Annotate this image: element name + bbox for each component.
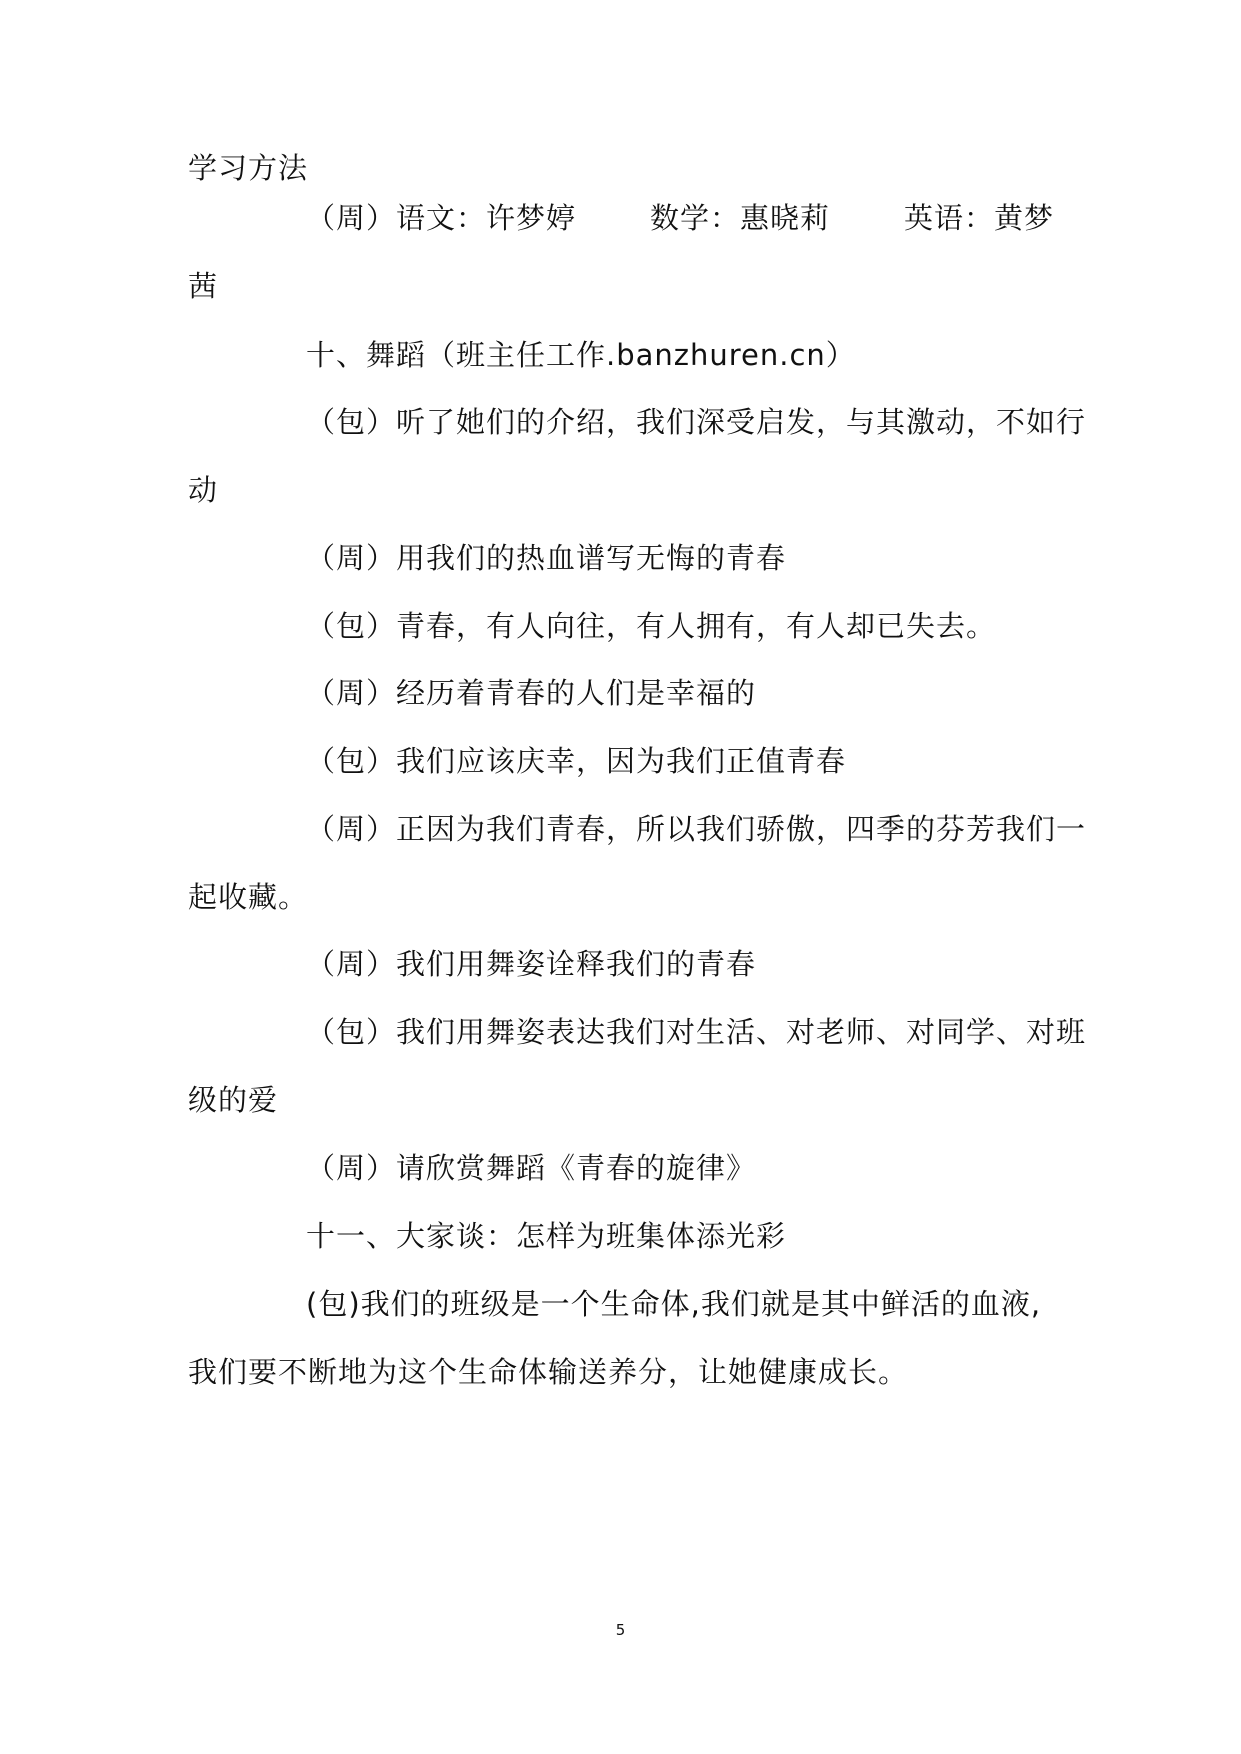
text-line: (包)我们的班级是一个生命体,我们就是其中鲜活的血液, (306, 1287, 1042, 1321)
text-line: （周）经历着青春的人们是幸福的 (306, 676, 757, 710)
text-line: （周）正因为我们青春，所以我们骄傲，四季的芬芳我们一 (306, 812, 1087, 846)
text-line: （周）请欣赏舞蹈《青春的旋律》 (306, 1151, 757, 1185)
text-line: 动 (188, 473, 219, 507)
teacher-list-line (306, 200, 1054, 236)
text-line: （包）青春，有人向往，有人拥有，有人却已失去。 (306, 609, 997, 643)
page-number: 5 (615, 1621, 626, 1639)
text-line: 级的爱 (188, 1083, 279, 1117)
section-heading: 十一、大家谈：怎样为班集体添光彩 (306, 1219, 787, 1253)
chinese-teacher: （周）语文：许梦婷 (306, 201, 577, 235)
text-line: 学习方法 (188, 151, 309, 185)
text-line: （周）用我们的热血谱写无悔的青春 (306, 541, 787, 575)
text-line: （周）我们用舞姿诠释我们的青春 (306, 947, 757, 981)
text-line: 我们要不断地为这个生命体输送养分，让她健康成长。 (188, 1355, 909, 1389)
text-line: （包）我们应该庆幸，因为我们正值青春 (306, 744, 847, 778)
section-heading: 十、舞蹈（班主任工作.banzhuren.cn） (306, 338, 856, 372)
english-teacher: 英语：黄梦 (903, 201, 1054, 235)
text-line: （包）听了她们的介绍，我们深受启发，与其激动，不如行 (306, 405, 1087, 439)
text-line: 茜 (188, 269, 219, 303)
text-line: （包）我们用舞姿表达我们对生活、对老师、对同学、对班 (306, 1015, 1087, 1049)
text-line: 起收藏。 (188, 880, 309, 914)
math-teacher: 数学：惠晓莉 (649, 201, 830, 235)
